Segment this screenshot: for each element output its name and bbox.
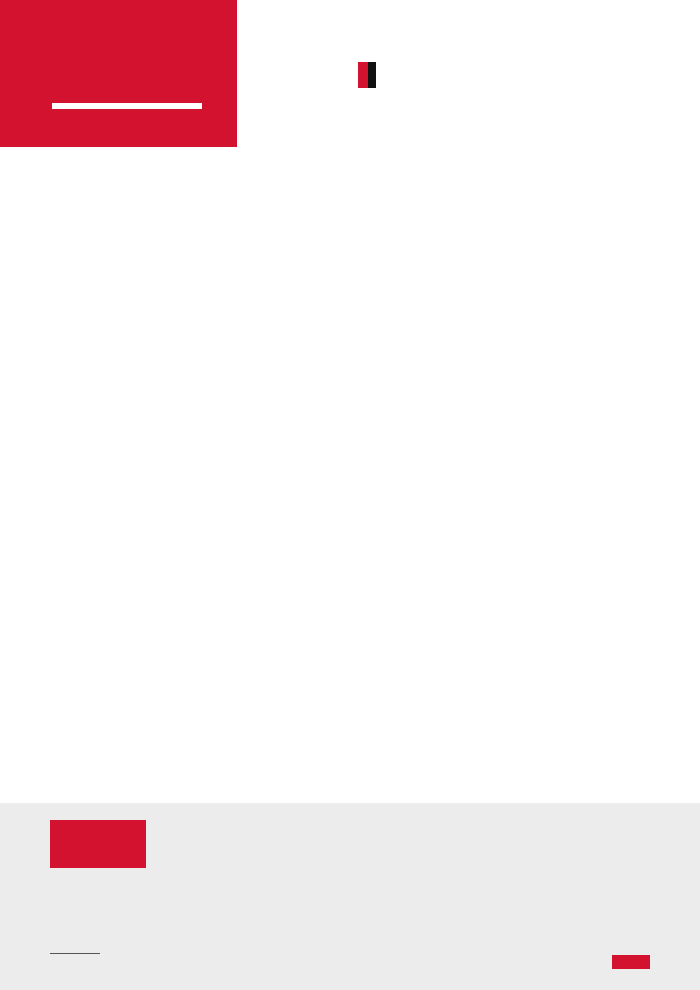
sommaire-red: [358, 62, 368, 88]
footer-mini-logo: [612, 955, 650, 969]
page-number: [50, 953, 100, 958]
logo-bar: [52, 103, 202, 109]
footer-logo: [50, 820, 146, 868]
sommaire-black: [368, 62, 376, 88]
sommaire-title: [358, 62, 376, 88]
footer: [0, 803, 700, 990]
logo-block: [0, 0, 237, 147]
